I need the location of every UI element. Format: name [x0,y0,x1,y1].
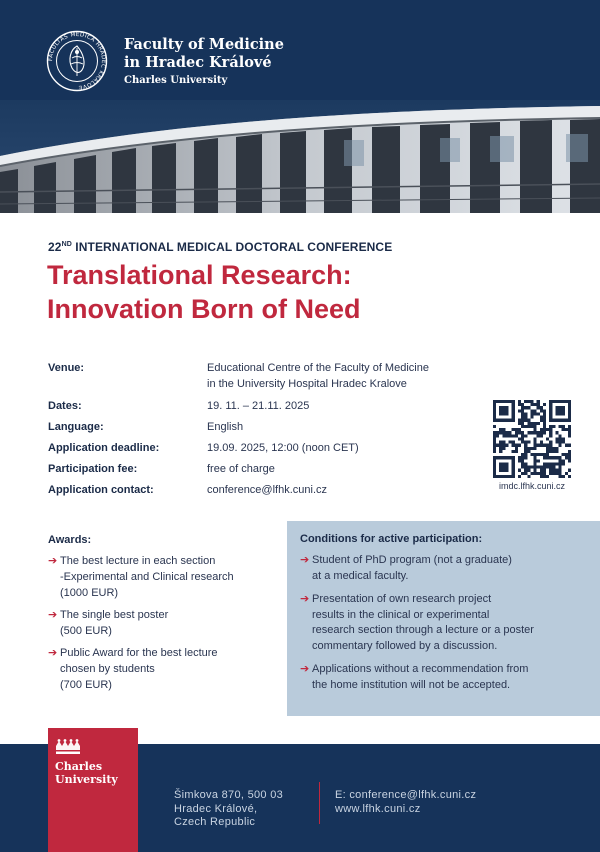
info-table [48,360,488,498]
condition-item [300,662,586,693]
award-line: Public Award for the best lecture [60,647,218,659]
info-row-dates [48,398,488,414]
header-banner [0,0,600,213]
address-line2: Hradec Králové, [174,802,258,815]
condition-line: Student of PhD program (not a graduate) [312,554,512,566]
venue-value [207,360,429,392]
deadline-value: 19.09. 2025, 12:00 (noon CET) [207,442,359,454]
info-row-deadline [48,440,488,456]
logo-line1: Charles [55,760,103,773]
dates-label: Dates: [48,400,82,412]
award-line: -Experimental and Clinical research [60,571,234,583]
conference-title [47,258,361,326]
address-line1: Šimkova 870, 500 03 [174,789,284,801]
faculty-name [124,36,284,89]
condition-line: results in the clinical or experimental [312,608,490,621]
condition-line: the home institution will not be accepted. [312,678,511,691]
deadline-label: Application deadline: [48,442,160,454]
condition-item [300,553,586,584]
conference-number: 22 [48,240,62,254]
conference-name [48,240,392,254]
address-line3: Czech Republic [174,816,256,828]
condition-line: research section through a lecture or a poster [312,624,534,636]
awards-section [48,534,278,699]
award-item [48,553,278,601]
award-line: (1000 EUR) [60,587,119,599]
title-line1: Translational Research: [47,260,352,290]
info-row-venue [48,360,488,392]
condition-line: Applications without a recommendation from [312,663,529,675]
logo-text [55,760,118,786]
arrow-right-icon: ➔ [48,609,58,621]
fee-label: Participation fee: [48,463,138,475]
venue-label: Venue: [48,362,85,374]
award-line: (700 EUR) [60,679,112,691]
conditions-title: Conditions for active participation: [300,533,483,545]
logo-line2: University [55,773,118,786]
arrow-right-icon: ➔ [300,554,310,566]
arrow-right-icon: ➔ [48,555,58,567]
award-item [48,645,278,693]
arrow-right-icon: ➔ [48,647,58,659]
faculty-name-line2: in Hradec Králové [124,54,272,71]
awards-title: Awards: [48,534,92,546]
footer-divider [319,782,320,824]
conference-name-text: INTERNATIONAL MEDICAL DOCTORAL CONFERENCE [71,240,393,254]
footer-email-link[interactable]: E: conference@lfhk.cuni.cz [335,789,477,801]
venue-line2: in the University Hospital Hradec Kralove [207,378,407,390]
contact-email-link[interactable]: conference@lfhk.cuni.cz [207,484,328,496]
charles-university-logo [48,728,138,852]
footer-address [174,789,283,830]
condition-line: commentary followed by a discussion. [312,639,498,652]
faculty-seal-icon [46,30,108,92]
dates-value: 19. 11. – 21.11. 2025 [207,400,310,412]
contact-label: Application contact: [48,484,154,496]
arrow-right-icon: ➔ [300,663,310,675]
fee-value: free of charge [207,463,275,475]
arrow-right-icon: ➔ [300,593,310,605]
condition-line: Presentation of own research project [312,593,492,605]
language-label: Language: [48,421,104,433]
info-row-contact [48,482,488,498]
condition-item [300,592,586,654]
crown-icon [54,738,82,756]
award-item [48,607,278,639]
award-line: The single best poster [60,609,169,621]
conditions-panel [287,521,600,716]
conference-ordinal: ND [61,241,72,248]
condition-line: at a medical faculty. [312,569,409,582]
award-line: The best lecture in each section [60,555,216,567]
language-value: English [207,421,244,433]
award-line: chosen by students [60,663,155,675]
building-photo [0,100,600,213]
university-name: Charles University [124,75,228,86]
venue-line1: Educational Centre of the Faculty of Medicine [207,362,429,374]
svg-text:FACULTAS MEDICA HRADEC KRÁLOVÉ: FACULTAS MEDICA HRADEC KRÁLOVÉ [47,31,107,91]
qr-caption[interactable]: imdc.lfhk.cuni.cz [498,481,566,491]
title-line2: Innovation Born of Need [47,294,361,324]
footer-web-link[interactable]: www.lfhk.cuni.cz [335,802,421,815]
qr-code-icon[interactable] [493,400,571,478]
award-line: (500 EUR) [60,625,112,637]
footer-contact [335,789,476,816]
faculty-name-line1: Faculty of Medicine [124,36,284,53]
info-row-fee [48,461,488,477]
info-row-language [48,419,488,435]
